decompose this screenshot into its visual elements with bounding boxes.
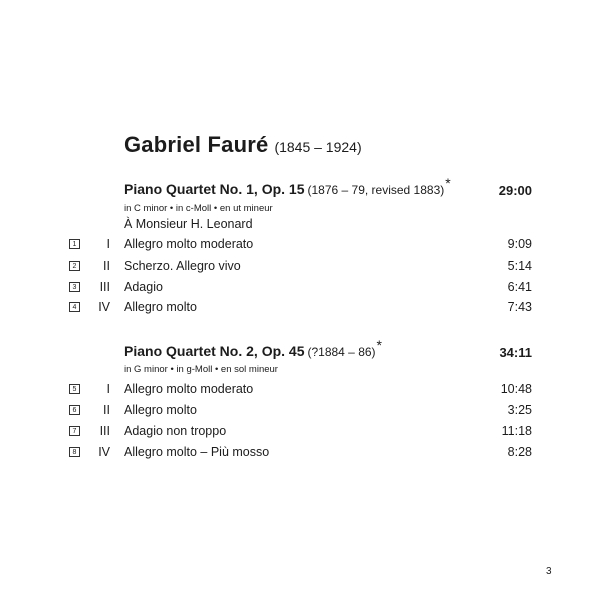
work-name: Piano Quartet No. 2, Op. 45: [124, 343, 305, 359]
page-number: 3: [546, 566, 552, 577]
work-date: (1876 – 79, revised 1883): [307, 183, 445, 197]
movement-title: Allegro molto – Più mosso: [124, 445, 270, 459]
track-number-box: 5: [69, 384, 80, 394]
movement-numeral: II: [103, 403, 110, 417]
track-number-box: 7: [69, 426, 80, 436]
movement-title: Allegro molto moderato: [124, 382, 254, 396]
track-number-box: 4: [69, 302, 80, 312]
work-title-2: [124, 337, 382, 361]
work-title-1: [124, 175, 451, 199]
track-number-box: 6: [69, 405, 80, 415]
work-name: Piano Quartet No. 1, Op. 15: [124, 181, 305, 197]
movement-numeral: I: [106, 382, 110, 396]
track-number-box: 8: [69, 447, 80, 457]
track-number-box: 3: [69, 282, 80, 292]
movement-title: Scherzo. Allegro vivo: [124, 259, 241, 273]
movement-numeral: III: [99, 424, 110, 438]
work-date: (?1884 – 86): [307, 345, 376, 359]
work-dedication-1: À Monsieur H. Leonard: [124, 217, 253, 231]
asterisk: *: [376, 337, 382, 353]
movement-duration: 8:28: [507, 445, 532, 459]
composer-name: Gabriel Fauré: [124, 132, 269, 157]
track-number-box: 1: [69, 239, 80, 249]
movement-duration: 7:43: [507, 300, 532, 314]
track-number-box: 2: [69, 261, 80, 271]
movement-title: Allegro molto: [124, 403, 197, 417]
movement-duration: 3:25: [507, 403, 532, 417]
composer-heading: [124, 132, 362, 158]
work-keys-1: in C minor • in c-Moll • en ut mineur: [124, 203, 273, 214]
movement-title: Adagio non troppo: [124, 424, 227, 438]
movement-numeral: IV: [98, 445, 110, 459]
movement-numeral: II: [103, 259, 110, 273]
work-duration-1: 29:00: [498, 183, 532, 198]
movement-duration: 9:09: [507, 237, 532, 251]
composer-dates: (1845 – 1924): [274, 139, 362, 155]
work-duration-2: 34:11: [499, 345, 532, 360]
movement-title: Allegro molto: [124, 300, 197, 314]
movement-duration: 11:18: [501, 424, 532, 438]
movement-numeral: I: [106, 237, 110, 251]
movement-numeral: IV: [98, 300, 110, 314]
movement-duration: 6:41: [507, 280, 532, 294]
movement-duration: 10:48: [500, 382, 532, 396]
movement-title: Adagio: [124, 280, 163, 294]
movement-title: Allegro molto moderato: [124, 237, 254, 251]
movement-duration: 5:14: [507, 259, 532, 273]
movement-numeral: III: [99, 280, 110, 294]
asterisk: *: [445, 175, 451, 191]
work-keys-2: in G minor • in g-Moll • en sol mineur: [124, 364, 278, 375]
